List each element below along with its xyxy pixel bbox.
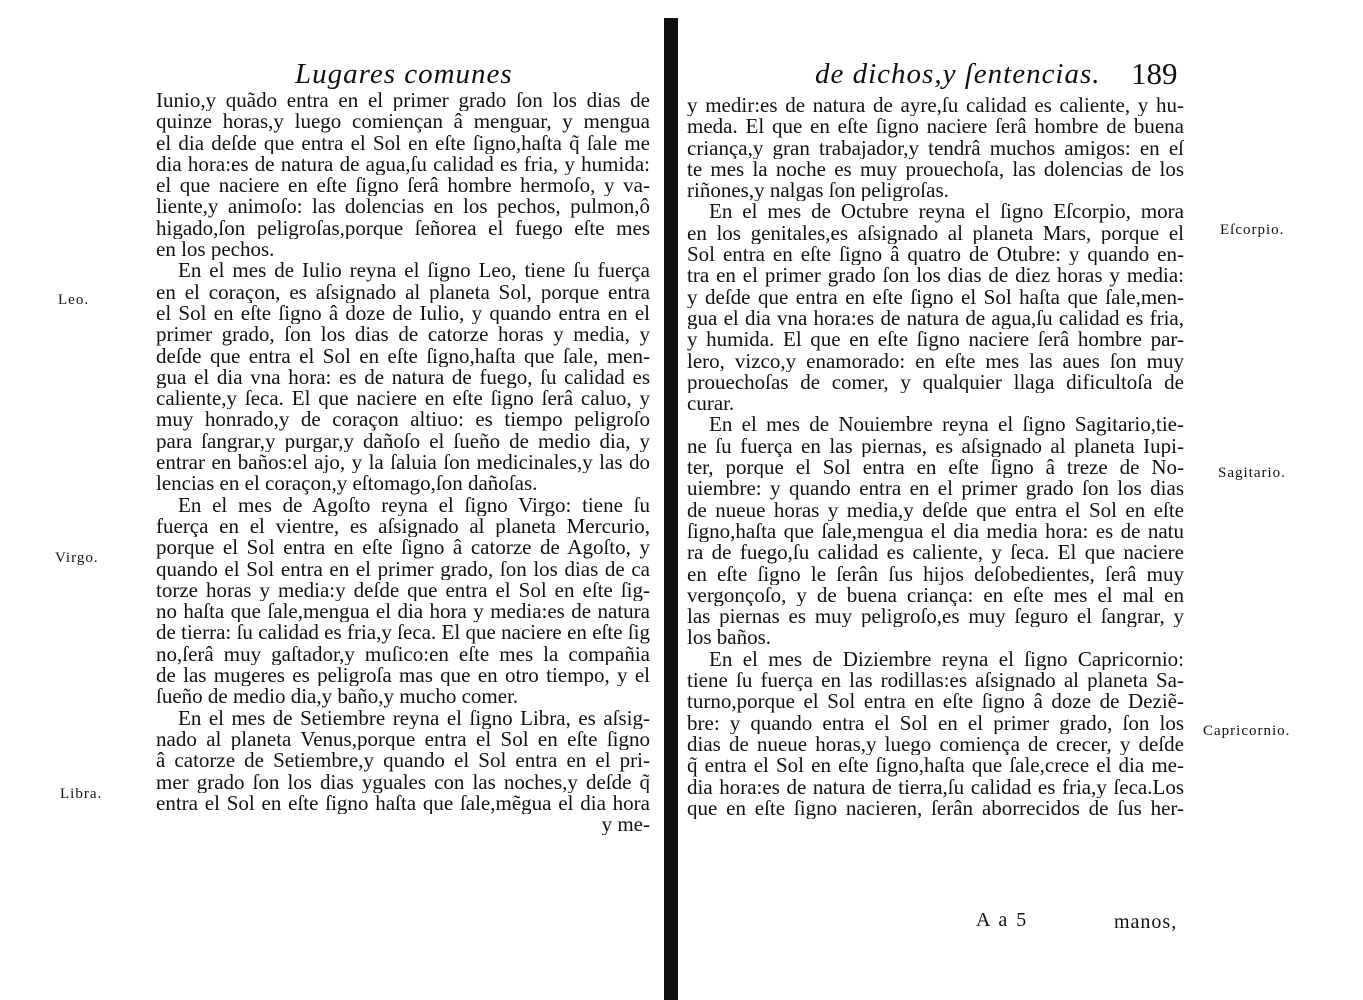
text-line: el Sol en eſte ſigno â doze de Iulio, y quando entra en el	[156, 302, 650, 325]
left-body-text	[156, 90, 650, 835]
text-line: liente,y animoſo: las dolencias en los pechos, pulmon,ô	[156, 196, 650, 218]
margin-note-capricornio: Capricornio.	[1203, 723, 1291, 739]
text-line: y me-	[601, 814, 650, 836]
text-line: de nueue horas y media,y deſde que entra el Sol en eſte	[687, 499, 1184, 521]
text-line: prouechoſas de comer, y qualquier llaga dificultoſa de	[687, 371, 1184, 394]
text-line: gua el dia vna hora: es de natura de fuego, ſu calidad es	[156, 366, 650, 389]
text-line: en los genitales,es aſsignado al planeta Mars, porque el	[687, 222, 1184, 245]
text-line: nado al planeta Venus,porque entra el Sol en eſte ſigno	[156, 728, 650, 751]
text-line: y humida. El que en eſte ſigno naciere ſerâ hombre par-	[687, 329, 1184, 351]
text-line: y medir:es de natura de ayre,ſu calidad es caliente, y hu-	[687, 95, 1184, 117]
text-line: los baños.	[687, 627, 771, 649]
text-line: En el mes de Octubre reyna el ſigno Eſcorpio, mora	[709, 201, 1184, 223]
text-line: en los pechos.	[156, 239, 275, 261]
text-line: ſigno,haſta que ſale,mengua el dia media hora: es de natu	[687, 520, 1184, 543]
text-line: para ſangrar,y purgar,y dañoſo el ſueño de medio dia, y	[156, 430, 650, 453]
text-line: lencias en el coraçon,y eſtomago,ſon dañoſas.	[156, 473, 538, 495]
left-page	[0, 0, 662, 1000]
text-line: dias de nueue horas,y luego comiença de crecer, y deſde	[687, 733, 1184, 756]
margin-note-leo: Leo.	[58, 292, 90, 308]
text-line: quinze horas,y luego comiençan â menguar, y mengua	[156, 111, 650, 133]
text-line: el dia deſde que entra el Sol en eſte ſigno,haſta q̃ ſale me	[156, 132, 650, 154]
text-line: lero, vizco,y enamorado: en eſte mes las aues ſon muy	[687, 350, 1184, 372]
right-running-header: de dichos,y ſentencias.	[815, 58, 1101, 90]
text-line: turno,porque el Sol entra en eſte ſigno â doze de Deziẽ-	[687, 691, 1184, 713]
text-line: meda. El que en eſte ſigno naciere ſerâ hombre de buena	[687, 116, 1184, 138]
text-line: las piernas es muy peligroſo,es muy ſeguro el ſangrar, y	[687, 606, 1184, 628]
text-line: ne ſu fuerça en las piernas, es aſsignado al planeta Iupi-	[687, 435, 1184, 458]
text-line: gua el dia vna hora:es de natura de agua,ſu calidad es fria,	[687, 307, 1184, 330]
margin-note-virgo: Virgo.	[55, 550, 99, 566]
text-line: no haſta que ſale,mengua el dia hora y media:es de natura	[156, 601, 650, 623]
text-line: no,ſerâ muy gaſtador,y muſico:en eſte mes la compañia	[156, 643, 650, 666]
right-page	[680, 0, 1363, 1000]
text-line: bre: y quando entra el Sol en el primer grado, ſon los	[687, 712, 1184, 734]
text-line: fuerça en el vientre, es aſsignado al planeta Mercurio,	[156, 515, 650, 538]
text-line: curar.	[687, 393, 735, 415]
text-line: entra el Sol en eſte ſigno haſta que ſale,mẽgua el dia hora	[156, 792, 650, 815]
left-running-header: Lugares comunes	[295, 58, 513, 90]
text-line: tiene ſu fuerça en las rodillas:es aſsignado al planeta Sa-	[687, 670, 1184, 692]
signature-mark: A a 5	[976, 909, 1029, 931]
text-line: En el mes de Agoſto reyna el ſigno Virgo: tiene ſu	[178, 494, 650, 516]
text-line: porque el Sol entra en eſte ſigno â catorze de Agoſto, y	[156, 537, 650, 559]
text-line: Sol entra en eſte ſigno â quatro de Otubre: y quando en-	[687, 244, 1184, 266]
text-line: En el mes de Iulio reyna el ſigno Leo, tiene ſu fuerça	[178, 260, 650, 282]
text-line: riñones,y nalgas ſon peligroſas.	[687, 180, 949, 202]
text-line: En el mes de Nouiembre reyna el ſigno Sagitario,tie-	[709, 414, 1184, 436]
text-line: el que naciere en eſte ſigno ſerâ hombre hermoſo, y va-	[156, 175, 650, 197]
margin-note-escorpio: Eſcorpio.	[1220, 222, 1285, 238]
text-line: primer grado, ſon los dias de catorze horas y media, y	[156, 324, 650, 346]
text-line: entrar en baños:el ajo, y la ſaluia ſon medicinales,y las do	[156, 452, 650, 474]
text-line: tra en el primer grado ſon los dias de diez horas y media:	[687, 265, 1184, 287]
text-line: y deſde que entra en eſte ſigno el Sol haſta que ſale,men-	[687, 286, 1184, 308]
text-line: en eſte ſigno le ſerân ſus hijos deſobedientes, ſerâ muy	[687, 563, 1184, 585]
text-line: En el mes de Diziembre reyna el ſigno Capricornio:	[709, 648, 1184, 671]
text-line: uiembre: y quando entra en el primer grado ſon los dias	[687, 478, 1184, 500]
text-line: dia hora:es de natura de agua,ſu calidad es fria, y humida:	[156, 153, 650, 176]
text-line: dia hora:es de natura de tierra,ſu calidad es fria,y ſeca.Los	[687, 776, 1184, 798]
text-line: higado,ſon peligroſas,porque ſeñorea el fuego eſte mes	[156, 217, 650, 240]
text-line: de las mugeres es peligroſa mas que en otro tiempo, y el	[156, 665, 650, 687]
text-line: ter, porque el Sol entra en eſte ſigno â treze de No-	[687, 457, 1184, 479]
text-line: deſde que entra el Sol en eſte ſigno,haſta que ſale, men-	[156, 345, 650, 367]
text-line: q̃ entra el Sol en eſte ſigno,haſta que ſale,crece el dia me-	[687, 755, 1184, 777]
text-line: te mes la noche es muy prouechoſa, las dolencias de los	[687, 158, 1184, 181]
text-line: Iunio,y quãdo entra en el primer grado ſon los dias de	[156, 90, 650, 112]
text-line: â catorze de Setiembre,y quando el Sol entra en el pri-	[156, 750, 650, 772]
text-line: En el mes de Setiembre reyna el ſigno Libra, es aſsig-	[178, 707, 650, 729]
book-gutter	[664, 18, 678, 1000]
text-line: mer grado ſon los dias yguales con las noches,y deſde q̃	[156, 771, 650, 793]
text-line: ſueño de medio dia,y baño,y mucho comer.	[156, 686, 519, 708]
text-line: quando el Sol entra en el primer grado, ſon los dias de ca	[156, 558, 650, 580]
text-line: en el coraçon, es aſsignado al planeta Sol, porque entra	[156, 281, 650, 303]
catchword: manos,	[1114, 911, 1178, 933]
margin-note-libra: Libra.	[60, 786, 103, 802]
text-line: caliente,y ſeca. El que naciere en eſte ſigno ſerâ caluo, y	[156, 388, 650, 410]
text-line: torze horas y media:y deſde que entra el Sol en eſte ſig-	[156, 579, 650, 602]
text-line: criança,y gran trabajador,y tendrâ muchos amigos: en eſ	[687, 137, 1184, 159]
text-line: que en eſte ſigno nacieren, ſerân aborrecidos de ſus her-	[687, 797, 1184, 820]
text-line: de tierra: ſu calidad es fria,y ſeca. El que naciere en eſte ſig	[156, 622, 650, 644]
text-line: muy honrado,y de coraçon altiuo: es tiempo peligroſo	[156, 409, 650, 431]
margin-note-sagitario: Sagitario.	[1218, 465, 1286, 481]
text-line: vergonçoſo, y de buena criança: en eſte mes el mal en	[687, 584, 1184, 607]
right-body-text	[687, 95, 1184, 819]
page-number: 189	[1131, 56, 1178, 91]
text-line: ra de fuego,ſu calidad es caliente, y ſeca. El que naciere	[687, 542, 1184, 564]
